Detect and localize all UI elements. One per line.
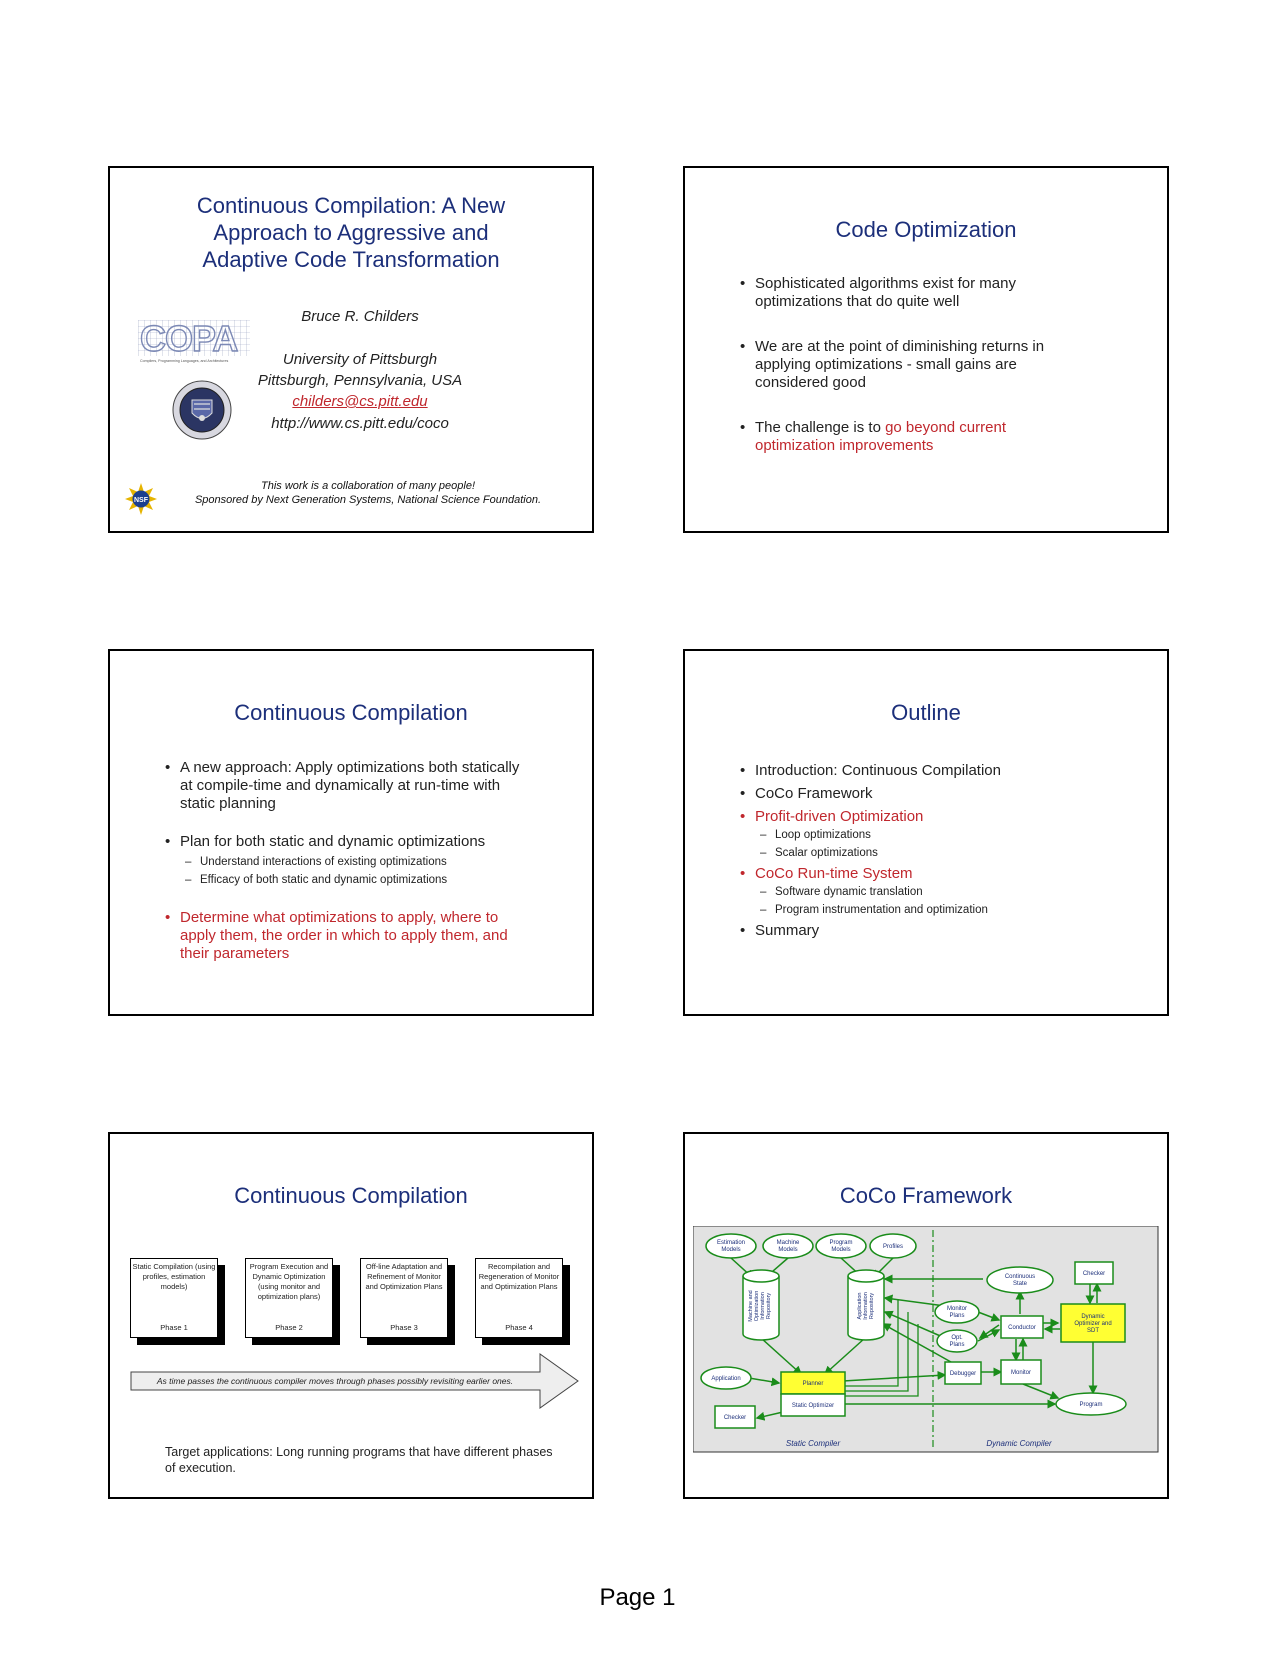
sub-bullet: – Software dynamic translation: [740, 883, 1100, 901]
slide-3-title: Continuous Compilation: [234, 700, 468, 725]
slide-outline: [683, 649, 1169, 1016]
slide-code-optimization: [683, 166, 1169, 533]
affiliation: University of Pittsburgh: [282, 351, 438, 368]
svg-text:Planner: Planner: [802, 1381, 824, 1387]
nsf-logo: [124, 482, 158, 516]
bullet: • Determine what optimizations to apply, where to apply them, the order in which to apply them, and their parameters: [165, 909, 535, 963]
sub-bullets: [740, 826, 1100, 862]
svg-text:Optimization: Optimization: [754, 1290, 760, 1322]
sub-bullet: – Efficacy of both static and dynamic optimizations: [165, 871, 535, 889]
outline-item: • CoCo Run-time System – Software dynamic translation – Program instrumentation and optimization: [740, 862, 1100, 919]
svg-text:Opt.: Opt.: [951, 1335, 963, 1341]
svg-text:Dynamic: Dynamic: [1081, 1314, 1105, 1320]
svg-text:Repository: Repository: [766, 1292, 772, 1320]
svg-text:State: State: [1012, 1281, 1028, 1287]
svg-text:Checker: Checker: [723, 1415, 747, 1421]
page-number: Page 1: [599, 1584, 676, 1611]
author-name: Bruce R. Childers: [301, 308, 419, 325]
svg-text:Optimizer and: Optimizer and: [1074, 1321, 1112, 1327]
svg-text:Static Optimizer: Static Optimizer: [791, 1403, 835, 1409]
svg-text:Application: Application: [857, 1292, 863, 1320]
slide-2-bullets: [740, 275, 1080, 455]
outline-list: [740, 759, 1100, 942]
outline-item: • CoCo Framework: [740, 782, 1100, 805]
slide-1-title: Continuous Compilation: A New Approach to Aggressive and Adaptive Code Transformation: [196, 193, 506, 272]
svg-text:Machine: Machine: [776, 1240, 800, 1246]
phase-box: Static Compilation (using profiles, estimation models) Phase 1: [130, 1258, 218, 1338]
outline-item: • Profit-driven Optimization – Loop optimizations – Scalar optimizations: [740, 805, 1100, 862]
slide-continuous-compilation-phases: [108, 1132, 594, 1499]
target-applications: Target applications: Long running programs that have different phases of execution.: [165, 1445, 553, 1475]
svg-text:Repository: Repository: [869, 1292, 875, 1320]
svg-text:Information: Information: [760, 1292, 766, 1320]
svg-text:Dynamic Compiler: Dynamic Compiler: [986, 1439, 1052, 1448]
sub-bullets: [165, 853, 535, 889]
bullet: • The challenge is to go beyond current optimization improvements: [740, 419, 1080, 455]
phase-box: Program Execution and Dynamic Optimization (using monitor and optimization plans) Phase 2: [245, 1258, 333, 1338]
university-seal-icon: [172, 380, 232, 440]
svg-text:Profiles: Profiles: [882, 1244, 904, 1250]
svg-text:Application: Application: [711, 1376, 741, 1382]
location: Pittsburgh, Pennsylvania, USA: [257, 372, 463, 389]
svg-text:Plans: Plans: [949, 1342, 965, 1348]
svg-text:Monitor: Monitor: [946, 1306, 968, 1312]
slide-1-footer: This work is a collaboration of many people! Sponsored by Next Generation Systems, National Science Foundation.: [194, 480, 542, 506]
svg-text:Debugger: Debugger: [949, 1371, 977, 1377]
coco-framework-diagram: [693, 1226, 1159, 1454]
phase-box: Recompilation and Regeneration of Monitor and Optimization Plans Phase 4: [475, 1258, 563, 1338]
svg-text:Machine and: Machine and: [748, 1290, 754, 1322]
svg-text:Models: Models: [831, 1247, 851, 1253]
sub-bullet: – Program instrumentation and optimization: [740, 901, 1100, 919]
slide-6-title: CoCo Framework: [839, 1183, 1013, 1208]
slide-4-title: Outline: [891, 700, 961, 725]
slide-2-title: Code Optimization: [835, 217, 1017, 242]
svg-text:Program: Program: [1079, 1402, 1103, 1408]
svg-text:Continuous: Continuous: [1004, 1274, 1036, 1280]
time-arrow: As time passes the continuous compiler moves through phases possibly revisiting earlier ones.: [130, 1352, 580, 1410]
sub-bullet: – Understand interactions of existing optimizations: [165, 853, 535, 871]
svg-text:Plans: Plans: [949, 1313, 965, 1319]
bullet: • A new approach: Apply optimizations both statically at compile-time and dynamically at run-time with static planning: [165, 759, 535, 813]
outline-item: • Summary: [740, 919, 1100, 942]
outline-item: • Introduction: Continuous Compilation: [740, 759, 1100, 782]
slide-5-title: Continuous Compilation: [234, 1183, 468, 1208]
svg-text:Information: Information: [863, 1292, 869, 1320]
svg-text:Models: Models: [721, 1247, 741, 1253]
sub-bullets: [740, 883, 1100, 919]
svg-text:Static Compiler: Static Compiler: [785, 1439, 841, 1448]
svg-text:COPA: COPA: [140, 320, 238, 359]
slide-title: [108, 166, 594, 533]
bullet: • We are at the point of diminishing returns in applying optimizations - small gains are considered good: [740, 338, 1080, 392]
slide-coco-framework: [683, 1132, 1169, 1499]
slide-continuous-compilation: [108, 649, 594, 1016]
sub-bullet: – Loop optimizations: [740, 826, 1100, 844]
slide-3-bullets: [165, 759, 535, 963]
bullet: • Sophisticated algorithms exist for many optimizations that do quite well: [740, 275, 1080, 311]
svg-text:NSF: NSF: [134, 497, 148, 504]
svg-text:Program: Program: [829, 1240, 853, 1246]
svg-text:Conductor: Conductor: [1008, 1325, 1036, 1331]
svg-text:Monitor: Monitor: [1010, 1370, 1032, 1376]
svg-text:Compilers, Programming Languag: Compilers, Programming Languages, and Architectures: [140, 359, 229, 363]
project-url[interactable]: http://www.cs.pitt.edu/coco: [271, 415, 449, 432]
sub-bullet: – Scalar optimizations: [740, 844, 1100, 862]
svg-text:Checker: Checker: [1082, 1271, 1106, 1277]
svg-text:Models: Models: [778, 1247, 798, 1253]
email-link[interactable]: childers@cs.pitt.edu: [292, 393, 428, 410]
phase-box: Off-line Adaptation and Refinement of Monitor and Optimization Plans Phase 3: [360, 1258, 448, 1338]
svg-text:SDT: SDT: [1087, 1328, 1099, 1334]
bullet: • Plan for both static and dynamic optimizations – Understand interactions of existing optimizations – Efficacy of both static and dynamic optimizations: [165, 833, 535, 889]
svg-text:Estimation: Estimation: [716, 1240, 746, 1246]
